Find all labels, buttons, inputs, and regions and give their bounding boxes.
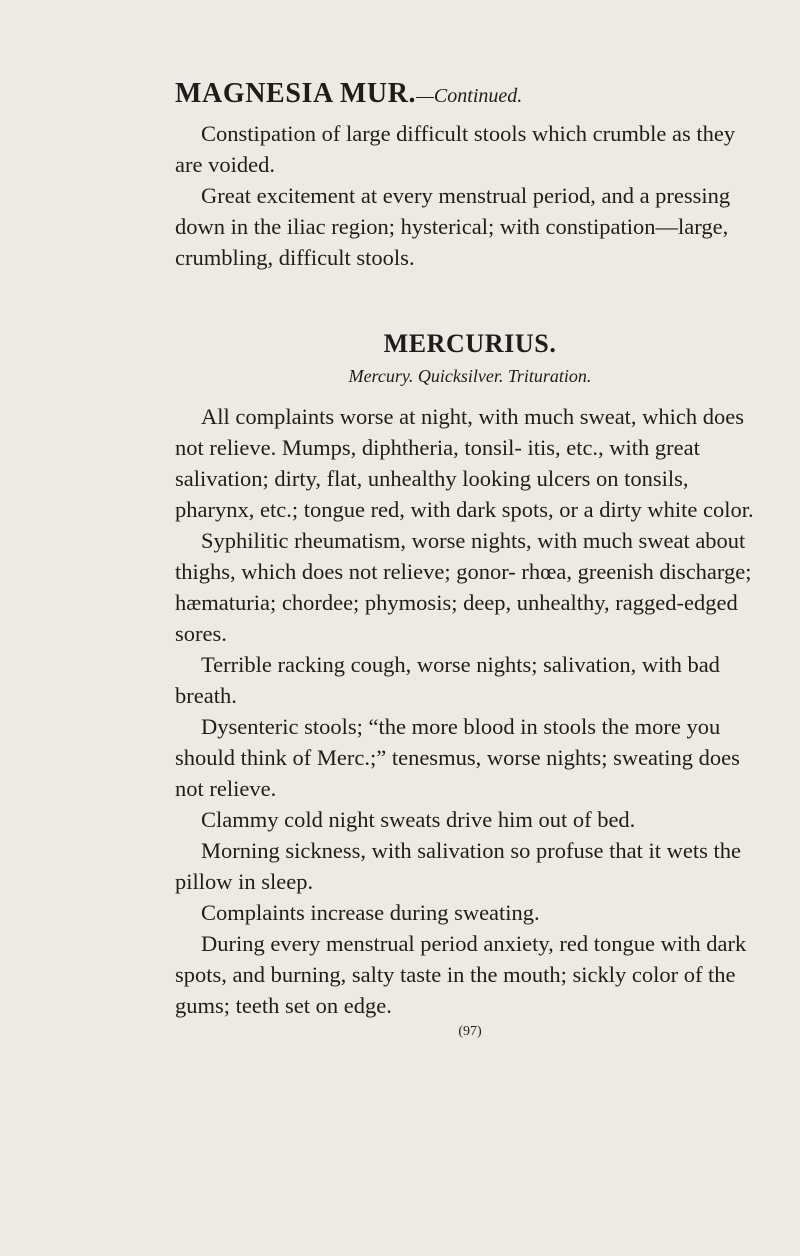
section-title-mercurius: MERCURIUS. (383, 329, 557, 358)
magnesia-paragraph-2: Great excitement at every menstrual period, and a pressing down in the iliac region; hysterical; with constipation—large, crumbling, difficult stools. (175, 183, 731, 270)
magnesia-paragraph-1: Constipation of large difficult stools which crumble as they are voided. (175, 121, 736, 177)
mercurius-paragraph-1: All complaints worse at night, with much sweat, which does not relieve. Mumps, diphtheria, tonsil- itis, etc., with great salivation; dirty, flat, unhealthy looking ulcers on tonsils, pharynx, etc.; tongue red, with dark spots, or a dirty white color. (175, 404, 754, 522)
mercurius-paragraph-8: During every menstrual period anxiety, red tongue with dark spots, and burning, salty taste in the mouth; sickly color of the gums; teeth set on edge. (175, 931, 747, 1018)
section-subtitle-mercurius: Mercury. Quicksilver. Trituration. (348, 366, 592, 386)
mercurius-paragraph-7: Complaints increase during sweating. (201, 900, 540, 925)
mercurius-paragraph-3: Terrible racking cough, worse nights; salivation, with bad breath. (175, 652, 720, 708)
mercurius-paragraph-6: Morning sickness, with salivation so profuse that it wets the pillow in sleep. (175, 838, 741, 894)
mercurius-paragraph-5: Clammy cold night sweats drive him out of bed. (201, 807, 636, 832)
mercurius-paragraph-2: Syphilitic rheumatism, worse nights, with much sweat about thighs, which does not relieve; gonor- rhœa, greenish discharge; hæmaturia; chordee; phymosis; deep, unhealthy, ragged-edged sores. (175, 528, 752, 646)
running-head (175, 76, 765, 114)
page-number: (97) (458, 1024, 482, 1039)
running-head-title: MAGNESIA MUR. (175, 78, 417, 109)
page-text-block (175, 76, 765, 1041)
running-head-continued: —Continued. (416, 85, 523, 107)
mercurius-paragraph-4: Dysenteric stools; “the more blood in stools the more you should think of Merc.;” tenesmus, worse nights; sweating does not relieve. (175, 714, 740, 801)
